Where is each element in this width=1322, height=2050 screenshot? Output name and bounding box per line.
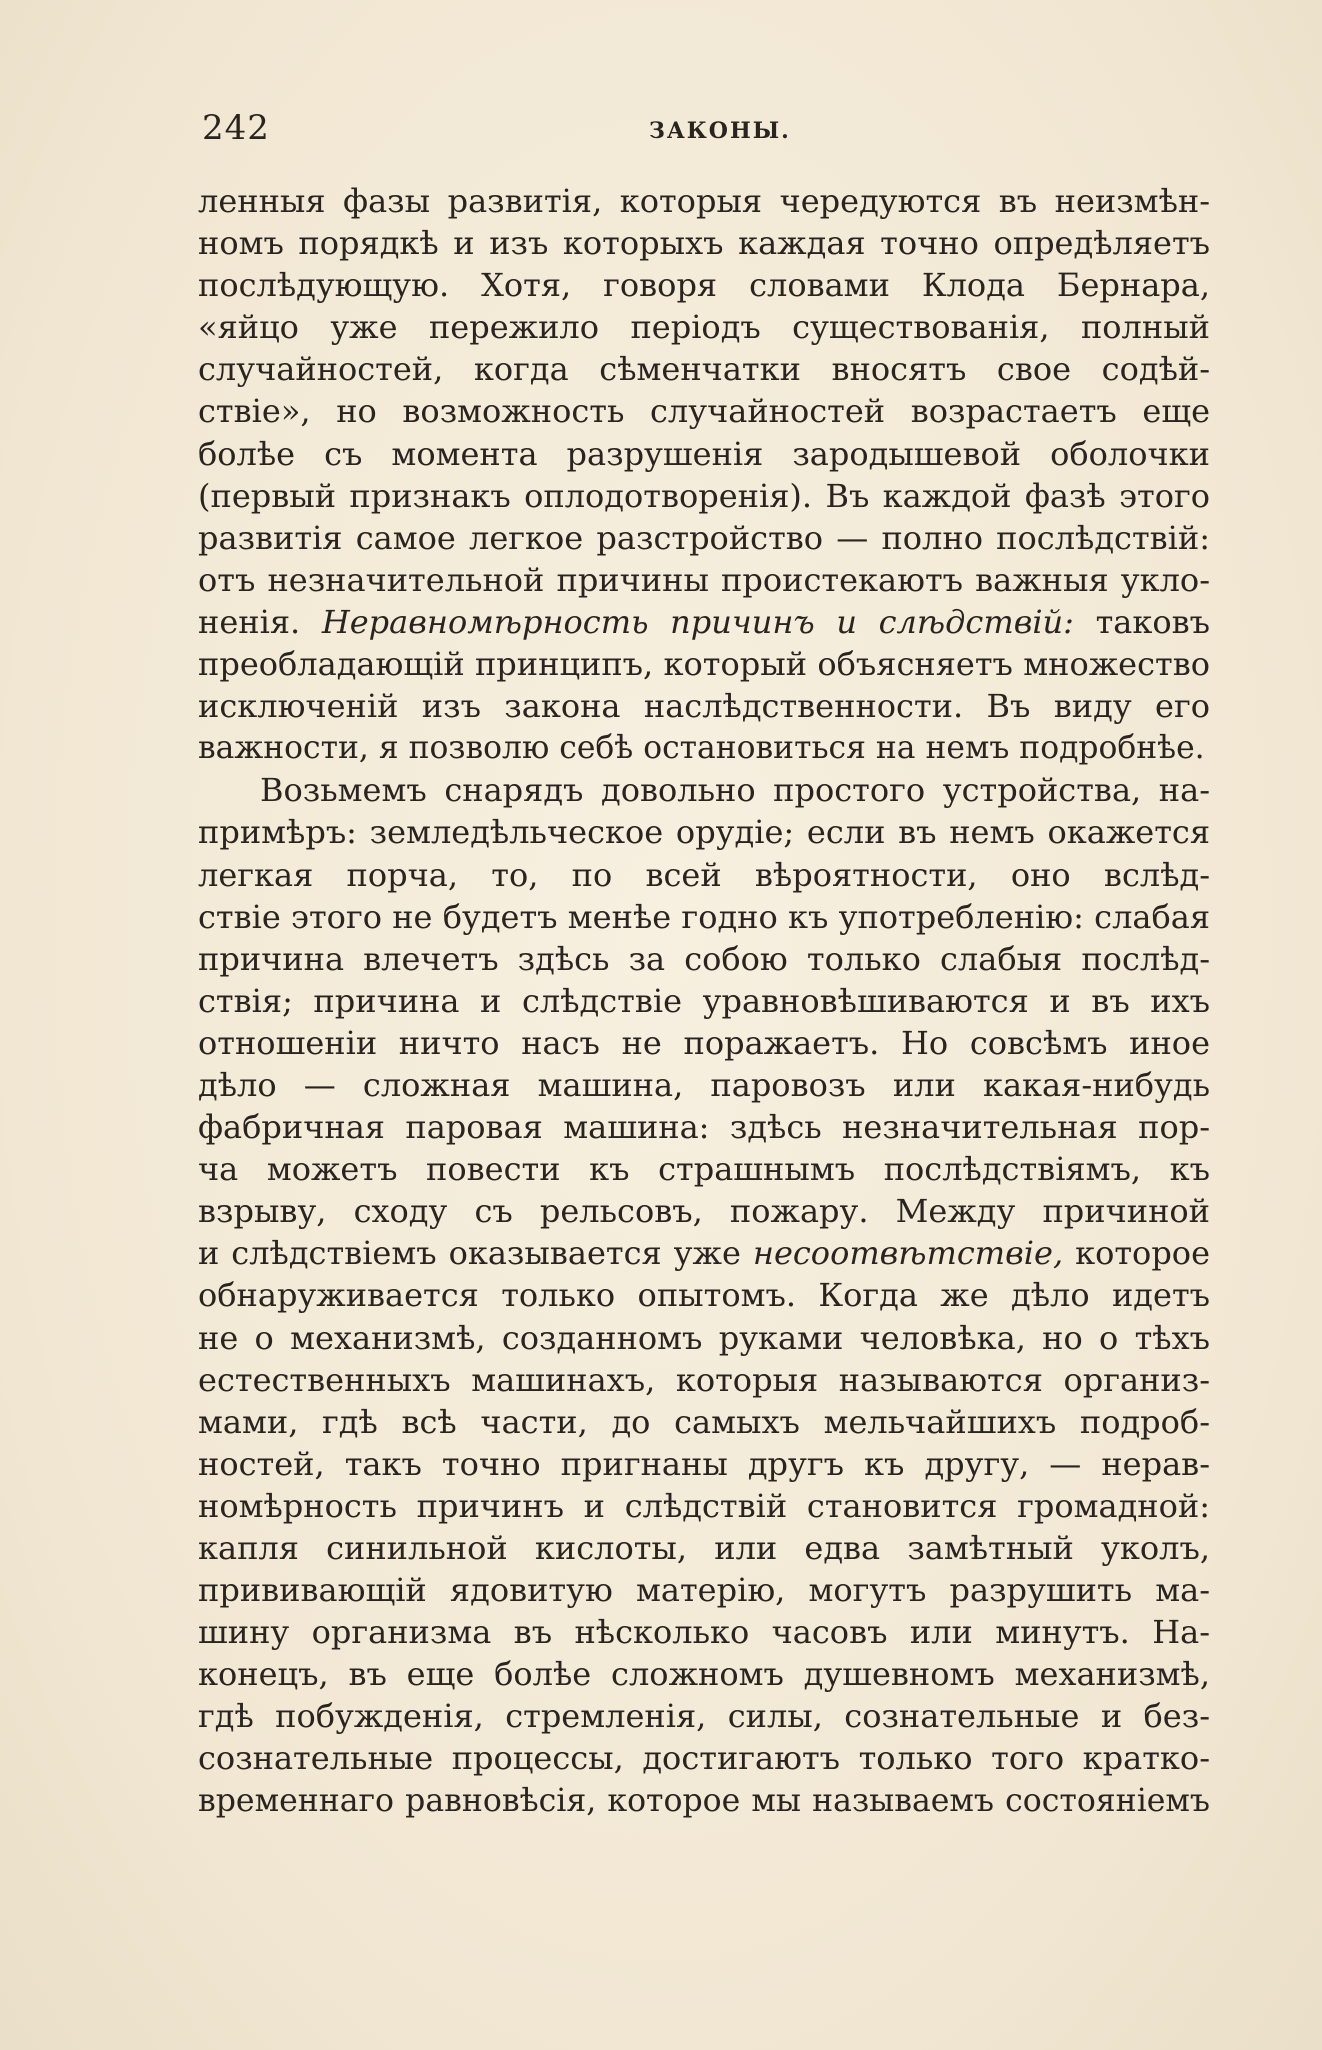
text-line: отношеніи ничто насъ не поражаетъ. Но совсѣмъ иное: [198, 1023, 1210, 1062]
text-line: случайностей, когда сѣменчатки вносятъ свое содѣй-: [198, 350, 1210, 389]
text-line-with-emphasis: [198, 601, 1210, 643]
text-line-with-emphasis: [198, 1232, 1210, 1274]
text-line: (первый признакъ оплодотворенія). Въ каждой фазѣ этого: [198, 476, 1210, 515]
body-text: [198, 180, 1210, 1822]
text-line: болѣе съ момента разрушенія зародышевой оболочки: [198, 434, 1210, 473]
text-line: причина влечетъ здѣсь за собою только слабыя послѣд-: [198, 939, 1210, 978]
text-line: обнаруживается только опытомъ. Когда же дѣло идетъ: [198, 1276, 1210, 1315]
running-head: ЗАКОНЫ.: [649, 118, 791, 144]
line-text-after: которое: [1063, 1234, 1211, 1273]
text-line: ностей, такъ точно пригнаны другъ къ другу, — нерав-: [198, 1444, 1210, 1483]
text-line: ствія; причина и слѣдствіе уравновѣшиваются и въ ихъ: [198, 981, 1210, 1020]
text-line: фабричная паровая машина: здѣсь незначительная пор-: [198, 1108, 1210, 1147]
text-line: номѣрность причинъ и слѣдствій становится громадной:: [198, 1486, 1210, 1525]
text-line: номъ порядкѣ и изъ которыхъ каждая точно опредѣляетъ: [198, 224, 1210, 263]
text-line: естественныхъ машинахъ, которыя называются организ-: [198, 1360, 1210, 1399]
text-line: развитія самое легкое разстройство — полно послѣдствій:: [198, 518, 1210, 557]
text-line: мами, гдѣ всѣ части, до самыхъ мельчайшихъ подроб-: [198, 1402, 1210, 1441]
text-line: ча можетъ повести къ страшнымъ послѣдствіямъ, къ: [198, 1150, 1210, 1189]
page-header: [202, 108, 1202, 148]
text-line: конецъ, въ еще болѣе сложномъ душевномъ механизмѣ,: [198, 1655, 1210, 1694]
line-text-before: ненія.: [198, 602, 322, 641]
text-line: прививающій ядовитую матерію, могутъ разрушить ма-: [198, 1571, 1210, 1610]
line-text-before: и слѣдствіемъ оказывается уже: [198, 1234, 753, 1273]
text-line: исключеній изъ закона наслѣдственности. Въ виду его: [198, 687, 1210, 726]
text-line: гдѣ побужденія, стремленія, силы, сознательные и без-: [198, 1697, 1210, 1736]
text-line: примѣръ: земледѣльческое орудіе; если въ немъ окажется: [198, 813, 1210, 852]
text-line: важности, я позволю себѣ остановиться на немъ подробнѣе.: [198, 730, 1205, 767]
paragraph-start-line: Возьмемъ снарядъ довольно простого устройства, на-: [260, 771, 1210, 810]
text-line: временнаго равновѣсія, которое мы называемъ состояніемъ: [198, 1782, 1210, 1819]
text-line: «яйцо уже пережило періодъ существованія, полный: [198, 308, 1210, 347]
text-line: ствіе», но возможность случайностей возрастаетъ еще: [198, 392, 1210, 431]
text-line: дѣло — сложная машина, паровозъ или какая-нибудь: [198, 1065, 1210, 1104]
text-line: легкая порча, то, по всей вѣроятности, оно вслѣд-: [198, 855, 1210, 894]
emphasis-text: Неравномѣрность причинъ и слѣдствій:: [321, 602, 1074, 641]
text-line: шину организма въ нѣсколько часовъ или минутъ. На-: [198, 1613, 1210, 1652]
line-text-after: таковъ: [1073, 602, 1211, 641]
text-line: ленныя фазы развитія, которыя чередуются въ неизмѣн-: [198, 182, 1210, 220]
text-line: взрыву, сходу съ рельсовъ, пожару. Между причиной: [198, 1192, 1210, 1231]
text-line: ствіе этого не будетъ менѣе годно къ употребленію: слабая: [198, 897, 1210, 936]
page-number: 242: [202, 108, 270, 148]
emphasis-text: несоотвѣтствіе,: [752, 1234, 1064, 1273]
text-line: преобладающій принципъ, который объясняетъ множество: [198, 645, 1210, 684]
text-line: послѣдующую. Хотя, говоря словами Клода Бернара,: [198, 266, 1210, 305]
text-line: отъ незначительной причины проистекаютъ важныя укло-: [198, 560, 1210, 599]
text-line: капля синильной кислоты, или едва замѣтный уколъ,: [198, 1529, 1210, 1567]
text-line: сознательные процессы, достигаютъ только того кратко-: [198, 1739, 1210, 1778]
text-line: не о механизмѣ, созданномъ руками человѣка, но о тѣхъ: [198, 1318, 1210, 1357]
